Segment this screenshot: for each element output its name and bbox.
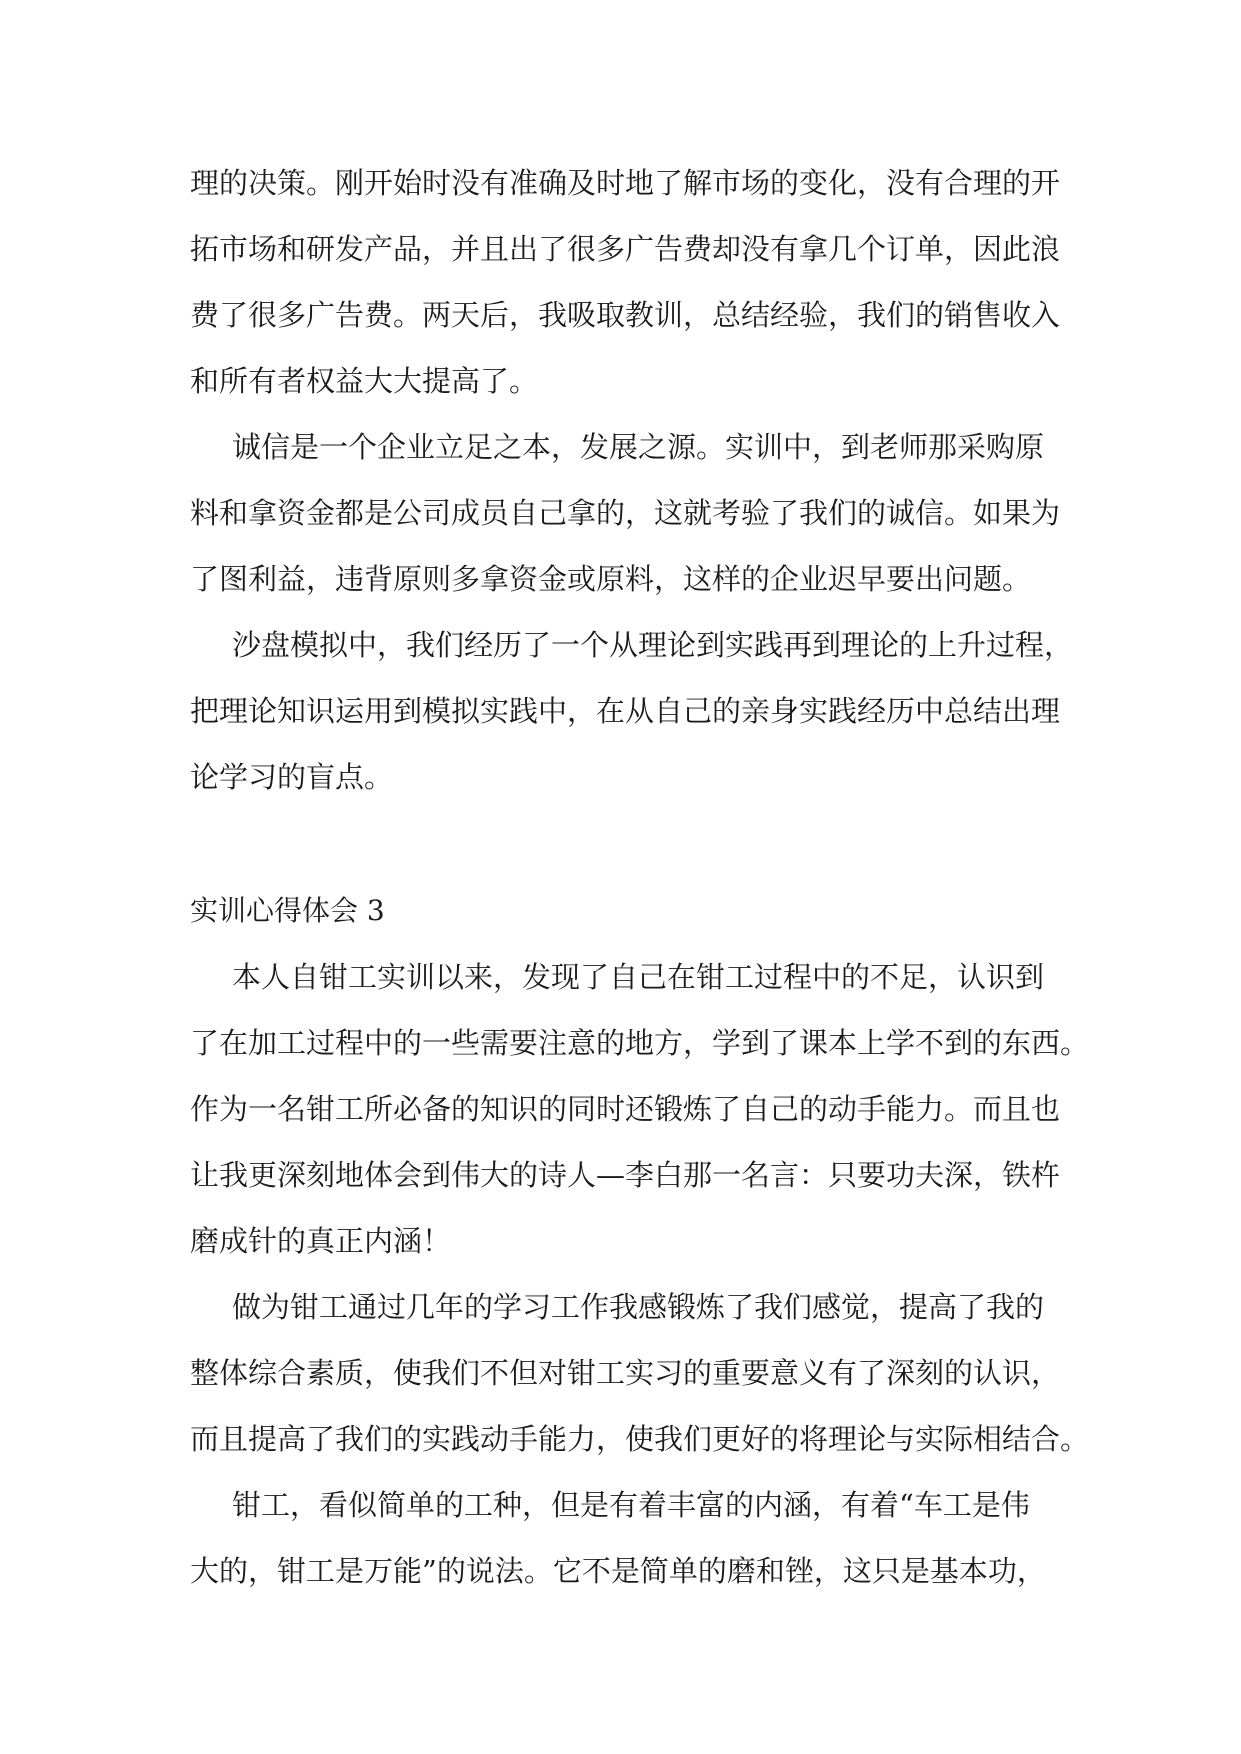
text-line: 论学习的盲点。 [190, 760, 394, 794]
paragraph-fitter-intro [190, 944, 1090, 1274]
text-line: 而且提高了我们的实践动手能力，使我们更好的将理论与实际相结合。 [190, 1422, 1090, 1456]
text-line: 拓市场和研发产品，并且出了很多广告费却没有拿几个订单，因此浪 [190, 232, 1061, 266]
section-spacer [190, 810, 1050, 878]
text-line: 让我更深刻地体会到伟大的诗人—李白那一名言：只要功夫深，铁杵 [190, 1158, 1061, 1192]
text-line: 沙盘模拟中，我们经历了一个从理论到实践再到理论的上升过程， [232, 628, 1074, 662]
document-body [190, 150, 1090, 1604]
text-line: 做为钳工通过几年的学习工作我感锻炼了我们感觉，提高了我的 [232, 1290, 1045, 1324]
text-line: 了图利益，违背原则多拿资金或原料，这样的企业迟早要出问题。 [190, 562, 1032, 596]
paragraph-decision [190, 150, 1061, 414]
text-line: 把理论知识运用到模拟实践中，在从自己的亲身实践经历中总结出理 [190, 694, 1061, 728]
text-line: 诚信是一个企业立足之本，发展之源。实训中，到老师那采购原 [232, 430, 1045, 464]
paragraph-fitter-craft [190, 1472, 1050, 1604]
text-line: 大的，钳工是万能”的说法。它不是简单的磨和锉，这只是基本功， [190, 1554, 1046, 1588]
text-line: 了在加工过程中的一些需要注意的地方，学到了课本上学不到的东西。 [190, 1026, 1090, 1060]
paragraph-integrity [190, 414, 1061, 612]
text-line: 磨成针的真正内涵！ [190, 1224, 452, 1258]
paragraph-sandbox [190, 612, 1074, 810]
text-line: 理的决策。刚开始时没有准确及时地了解市场的变化，没有合理的开 [190, 166, 1061, 200]
text-line: 作为一名钳工所必备的知识的同时还锻炼了自己的动手能力。而且也 [190, 1092, 1061, 1126]
text-line: 钳工，看似简单的工种，但是有着丰富的内涵，有着“车工是伟 [232, 1488, 1030, 1522]
text-line: 费了很多广告费。两天后，我吸取教训，总结经验，我们的销售收入 [190, 298, 1061, 332]
text-line: 料和拿资金都是公司成员自己拿的，这就考验了我们的诚信。如果为 [190, 496, 1061, 530]
text-line: 本人自钳工实训以来，发现了自己在钳工过程中的不足，认识到 [232, 960, 1045, 994]
text-line: 和所有者权益大大提高了。 [190, 364, 539, 398]
paragraph-fitter-growth [190, 1274, 1090, 1472]
text-line: 整体综合素质，使我们不但对钳工实习的重要意义有了深刻的认识， [190, 1356, 1061, 1390]
section-title: 实训心得体会 3 [190, 894, 385, 927]
